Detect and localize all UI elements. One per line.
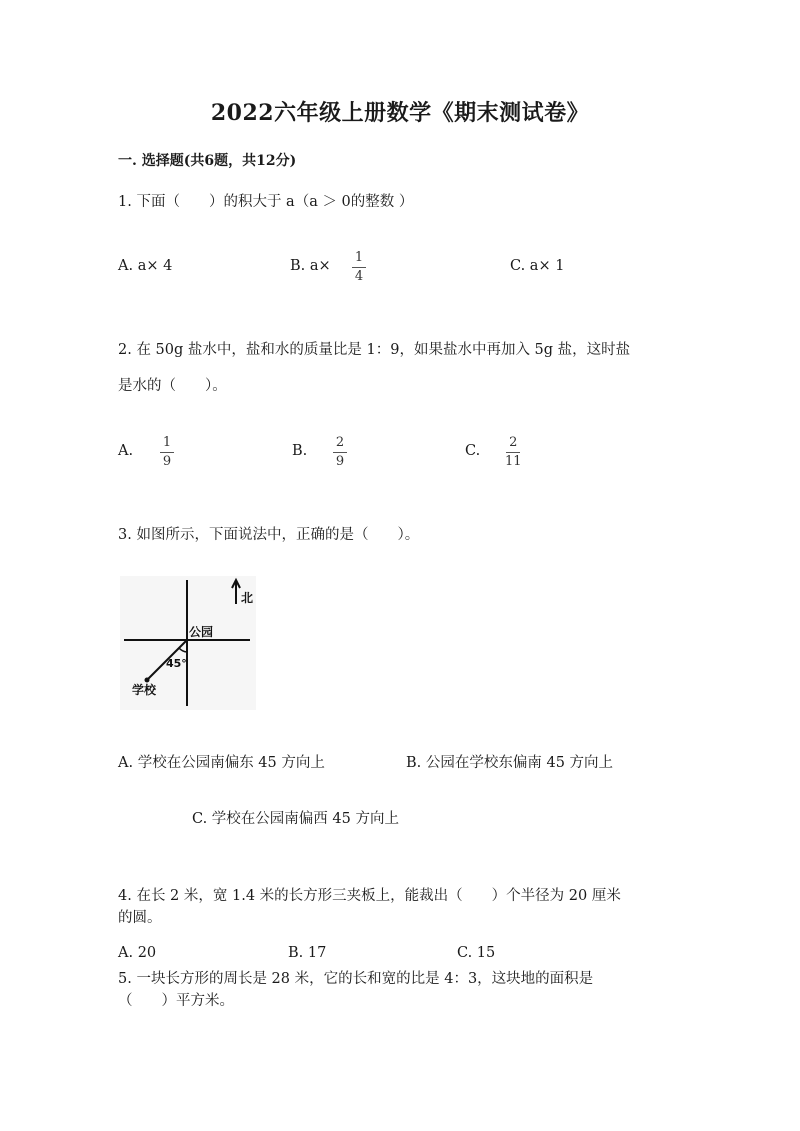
fraction-denominator: 4 bbox=[354, 269, 364, 284]
question-3-option-c[interactable]: C. 学校在公园南偏西 45 方向上 bbox=[192, 811, 399, 827]
park-label: 公园 bbox=[189, 625, 214, 639]
fraction-denominator: 11 bbox=[505, 454, 522, 469]
direction-diagram bbox=[120, 576, 256, 710]
question-2-option-a-fraction bbox=[160, 435, 174, 470]
question-3-stem: 3. 如图所示，下面说法中，正确的是（ ）。 bbox=[118, 527, 420, 543]
question-2-option-c[interactable]: C. bbox=[465, 443, 481, 459]
fraction-numerator: 1 bbox=[162, 435, 172, 450]
page-title: 2022六年级上册数学《期末测试卷》 bbox=[210, 100, 590, 126]
fraction-bar bbox=[506, 452, 520, 453]
question-5-stem-line-1: 5. 一块长方形的周长是 28 米，它的长和宽的比是 4：3，这块地的面积是 bbox=[118, 971, 594, 987]
question-4-option-b[interactable]: B. 17 bbox=[288, 945, 327, 961]
direction-diagram-svg bbox=[120, 576, 256, 710]
question-1-option-a[interactable]: A. a× 4 bbox=[118, 258, 173, 274]
question-5-stem-line-2: （ ）平方米。 bbox=[118, 993, 234, 1009]
fraction-bar bbox=[352, 267, 366, 268]
angle-label: 45° bbox=[166, 657, 187, 670]
question-2-stem-line-1: 2. 在 50g 盐水中，盐和水的质量比是 1：9，如果盐水中再加入 5g 盐，这时盐 bbox=[118, 342, 631, 358]
question-2-option-b[interactable]: B. bbox=[292, 443, 308, 459]
fraction-numerator: 2 bbox=[509, 435, 518, 450]
section-header-choice: 一. 选择题(共6题，共12分) bbox=[118, 153, 297, 169]
question-2-option-a[interactable]: A. bbox=[118, 443, 134, 459]
question-4-option-a[interactable]: A. 20 bbox=[118, 945, 157, 961]
fraction-bar bbox=[160, 452, 174, 453]
question-4-option-c[interactable]: C. 15 bbox=[457, 945, 496, 961]
question-4-stem-line-1: 4. 在长 2 米，宽 1.4 米的长方形三夹板上，能裁出（ ）个半径为 20 厘米 bbox=[118, 888, 621, 904]
question-3-option-a[interactable]: A. 学校在公园南偏东 45 方向上 bbox=[118, 755, 325, 771]
question-2-stem-line-2: 是水的（ ）。 bbox=[118, 378, 227, 394]
fraction-bar bbox=[333, 452, 347, 453]
question-3-option-b[interactable]: B. 公园在学校东偏南 45 方向上 bbox=[406, 755, 614, 771]
fraction-denominator: 9 bbox=[335, 454, 345, 469]
question-1-option-b[interactable]: B. a× bbox=[290, 258, 331, 274]
question-1-option-b-fraction bbox=[352, 250, 366, 285]
question-2-option-b-fraction bbox=[333, 435, 347, 470]
fraction-numerator: 2 bbox=[335, 435, 345, 450]
fraction-denominator: 9 bbox=[162, 454, 172, 469]
question-1-stem: 1. 下面（ ）的积大于 a（a ＞ 0的整数 ） bbox=[118, 194, 414, 210]
question-1-option-c[interactable]: C. a× 1 bbox=[510, 258, 565, 274]
school-label: 学校 bbox=[132, 683, 157, 697]
question-4-stem-line-2: 的圆。 bbox=[118, 910, 162, 926]
north-label: 北 bbox=[241, 591, 254, 605]
question-2-option-c-fraction bbox=[505, 435, 522, 470]
school-point bbox=[145, 678, 150, 683]
fraction-numerator: 1 bbox=[354, 250, 364, 265]
